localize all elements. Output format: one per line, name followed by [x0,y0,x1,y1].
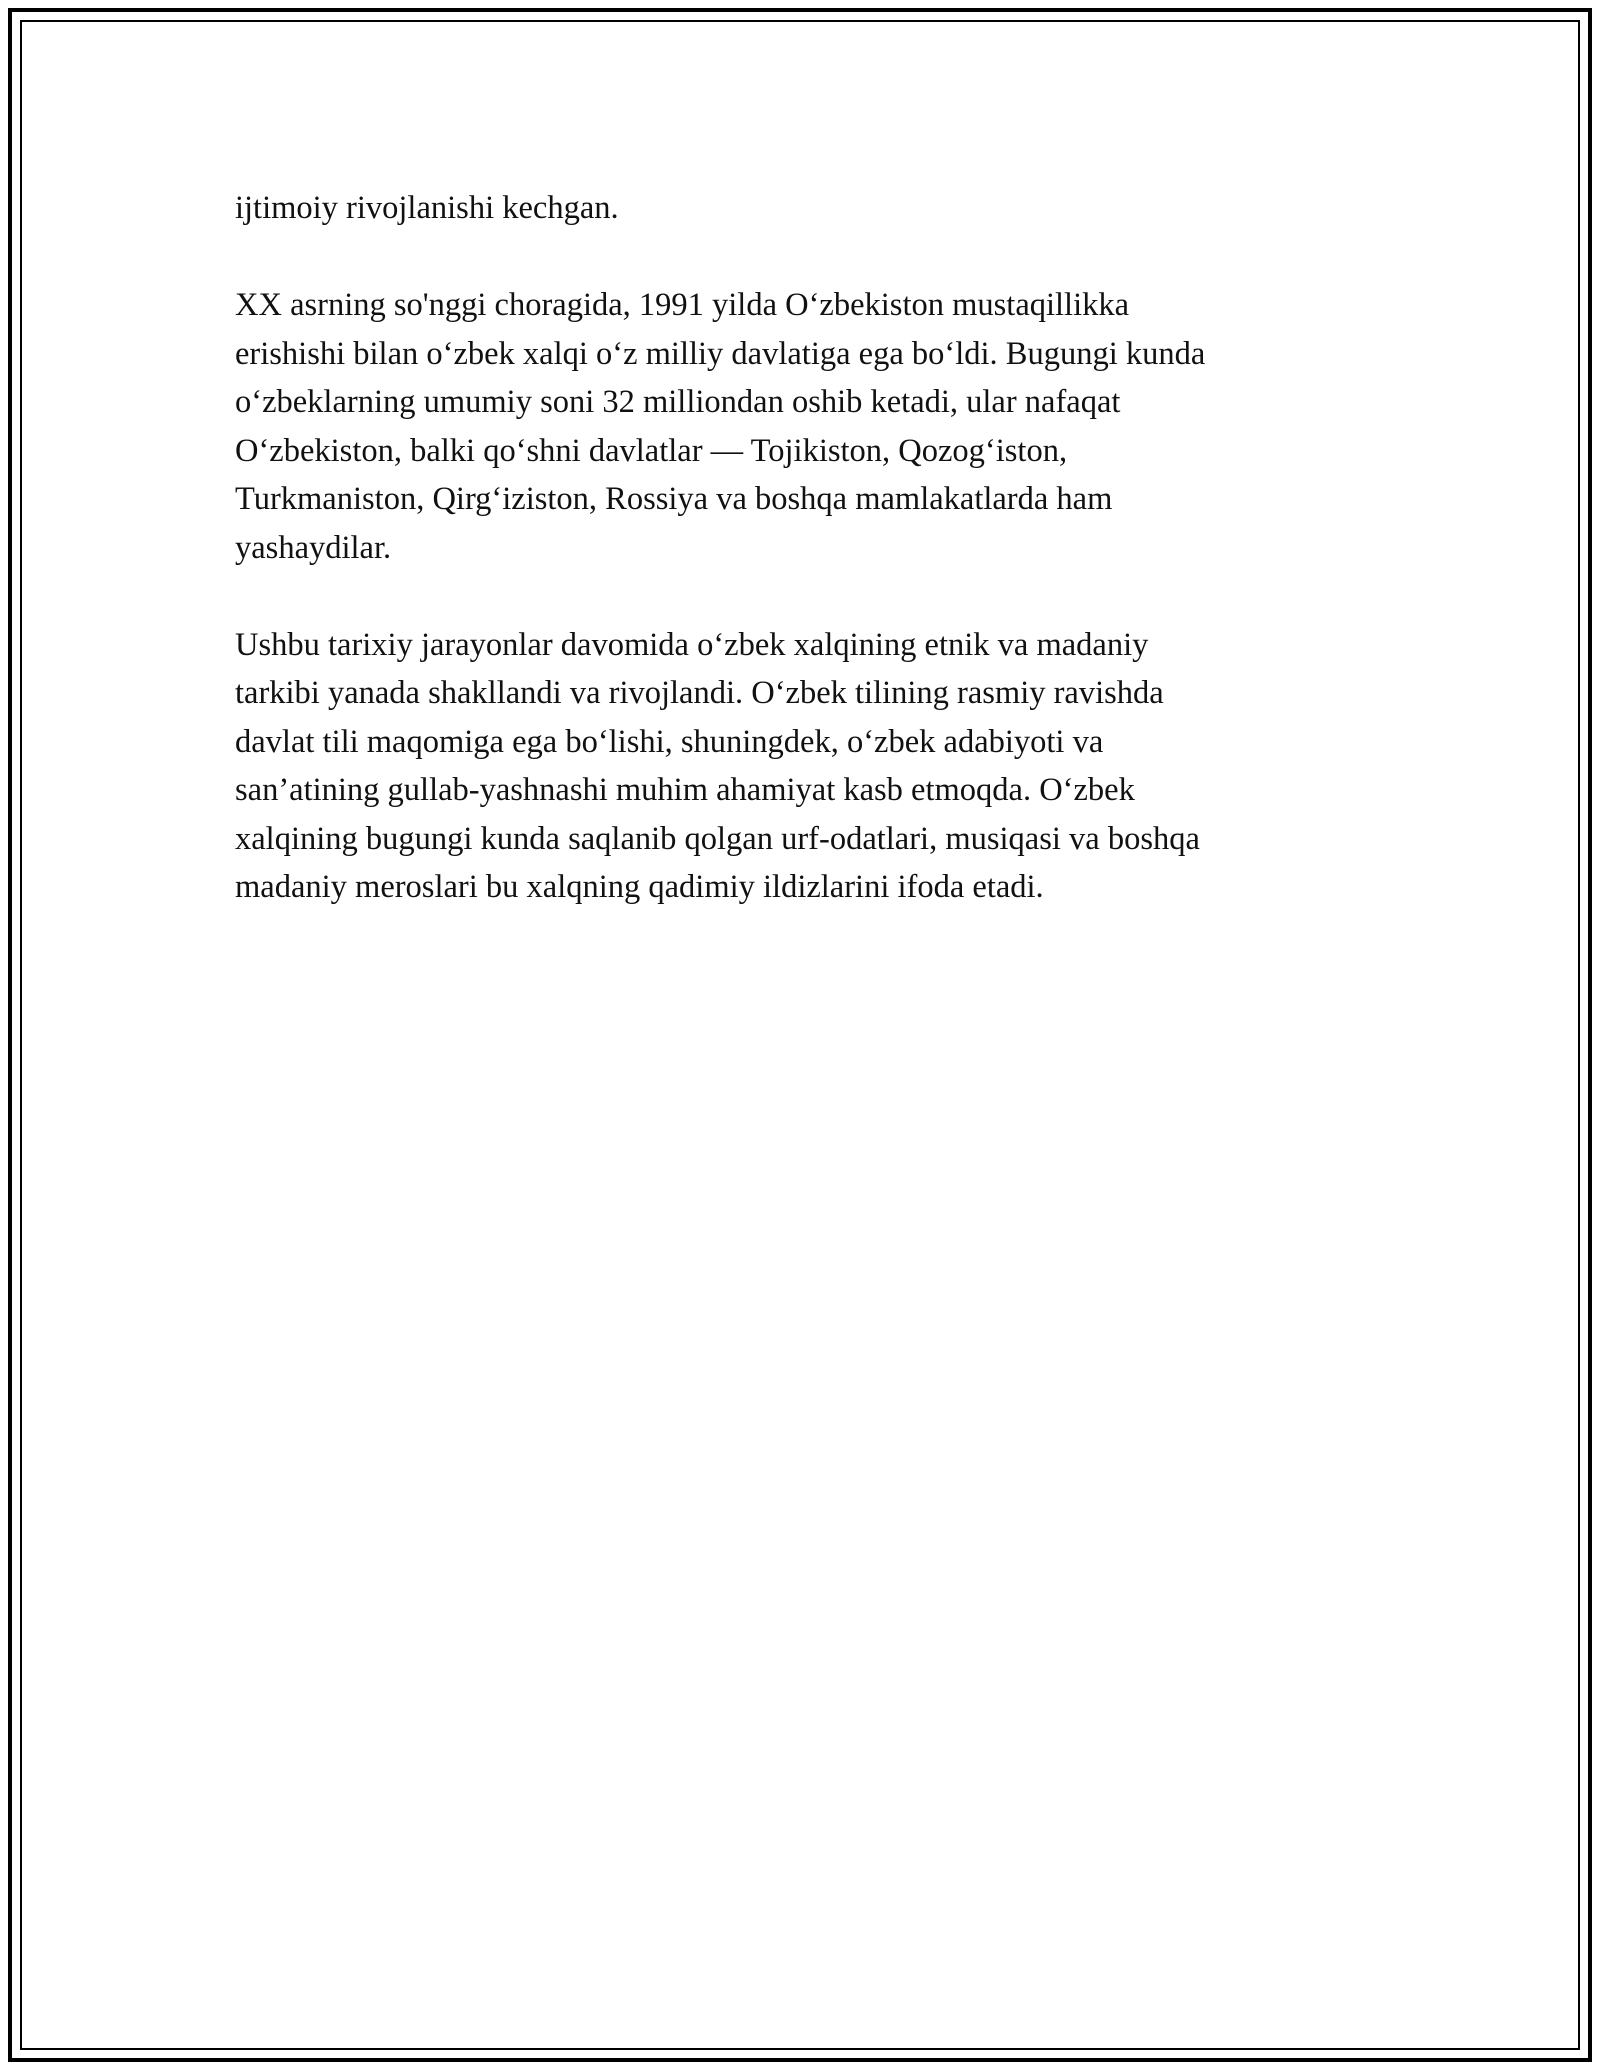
text-line: tarkibi yanada shakllandi va rivojlandi. O‘zbek tilining rasmiy ravishda [235,675,1164,711]
text-line: xalqining bugungi kunda saqlanib qolgan urf-odatlari, musiqasi va boshqa [235,820,1200,857]
text-line: madaniy meroslari bu xalqning qadimiy ildizlarini ifoda etadi. [235,869,1044,905]
text-line: Ushbu tarixiy jarayonlar davomida o‘zbek xalqining etnik va madaniy [235,626,1149,663]
text-line: o‘zbeklarning umumiy soni 32 milliondan oshib ketadi, ular nafaqat [235,384,1121,420]
paragraph-3 [235,621,1365,912]
text-line: O‘zbekiston, balki qo‘shni davlatlar — Tojikiston, Qozog‘iston, [235,432,1068,469]
text-line: erishishi bilan o‘zbek xalqi o‘z milliy davlatiga ega bo‘ldi. Bugungi kunda [235,335,1206,372]
document-body [235,184,1365,960]
text-line: san’atining gullab-yashnashi muhim ahamiyat kasb etmoqda. O‘zbek [235,772,1135,808]
paragraph-2 [235,281,1365,572]
text-line: XX asrning so'nggi choragida, 1991 yilda O‘zbekiston mustaqillikka [235,287,1130,323]
text-line: yashaydilar. [235,529,392,566]
text-line: Turkmaniston, Qirg‘iziston, Rossiya va boshqa mamlakatlarda ham [235,481,1113,517]
paragraph-1 [235,184,1365,233]
text-line: ijtimoiy rivojlanishi kechgan. [235,190,619,226]
text-line: davlat tili maqomiga ega bo‘lishi, shuningdek, o‘zbek adabiyoti va [235,723,1104,760]
